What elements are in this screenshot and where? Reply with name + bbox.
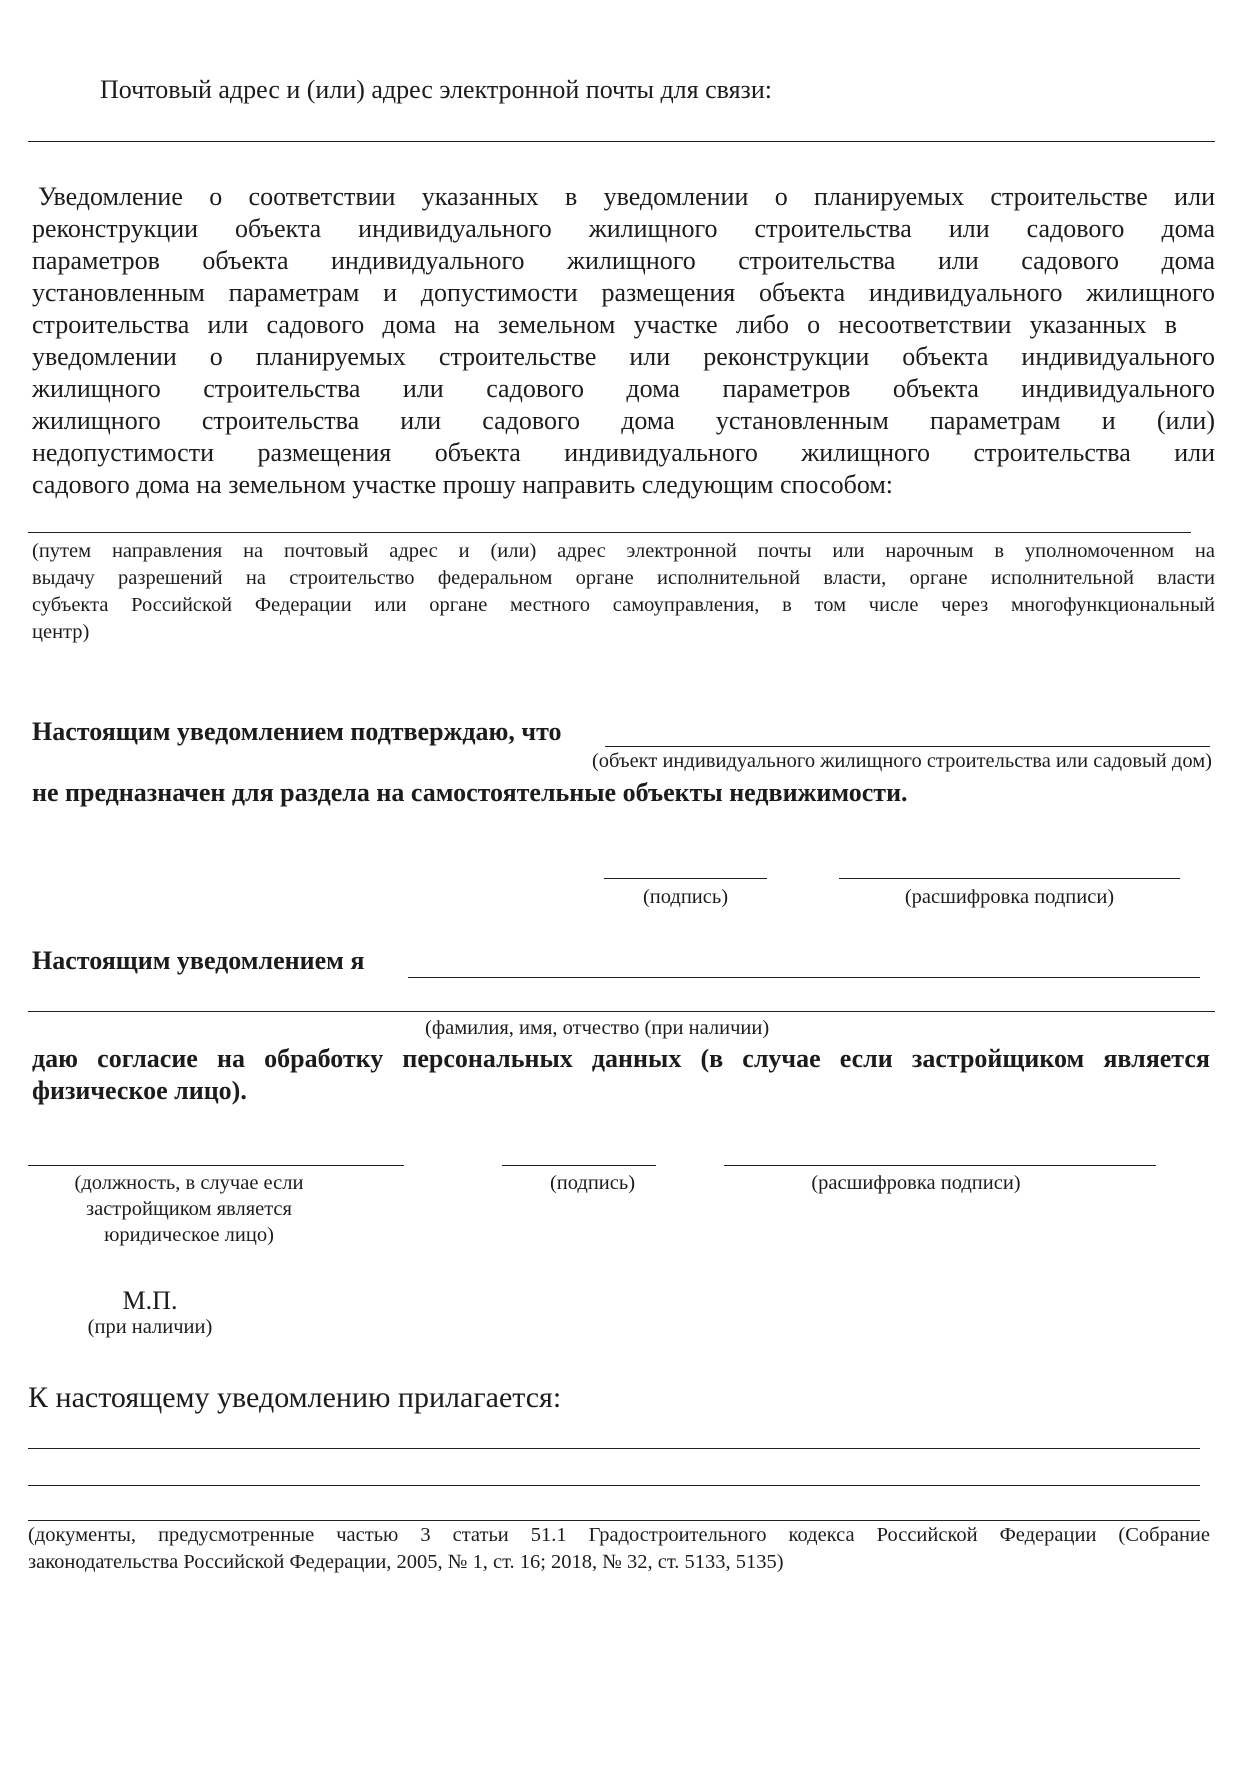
contact-label: Почтовый адрес и (или) адрес электронной почты для связи: [100,75,772,104]
consent-signature-line[interactable] [502,1165,656,1166]
confirm-signature-caption: (подпись) [642,886,729,908]
attachments-caption-line-2: законодательства Российской Федерации, 2005, № 1, ст. 16; 2018, № 32, ст. 5133, 5135) [28,1551,784,1573]
attachments-line-3[interactable] [28,1520,1200,1521]
notice-caption-line-2: выдачу разрешений на строительство федеральном органе исполнительной власти, органе исполнительной власти [32,567,1215,589]
contact-input-line[interactable] [28,141,1215,142]
stamp-caption: (при наличии) [87,1316,213,1338]
notice-line-6: уведомлении о планируемых строительстве или реконструкции объекта индивидуального [32,342,1215,371]
notice-line-10: садового дома на земельном участке прошу направить следующим способом: [32,470,894,499]
attachments-title: К настоящему уведомлению прилагается: [28,1381,562,1414]
consent-position-caption [28,1170,350,1248]
notice-caption-line-1: (путем направления на почтовый адрес и (или) адрес электронной почты или нарочным в уполномоченном на [32,540,1215,562]
notice-method-paragraph [32,181,1215,501]
position-caption-line-1: (должность, в случае если [74,1172,304,1194]
attachments-line-1[interactable] [28,1448,1200,1449]
confirm-decoding-line[interactable] [839,878,1180,879]
confirm-decoding-caption: (расшифровка подписи) [904,886,1115,908]
notice-method-input-line[interactable] [28,532,1191,533]
notice-line-3: параметров объекта индивидуального жилищного строительства или садового дома [32,246,1215,275]
position-caption-line-3: юридическое лицо) [104,1224,274,1246]
consent-decoding-caption: (расшифровка подписи) [811,1172,1021,1194]
consent-name-caption: (фамилия, имя, отчество (при наличии) [425,1017,770,1039]
notice-line-1: Уведомление о соответствии указанных в уведомлении о планируемых строительстве или [38,182,1215,211]
consent-position-line[interactable] [28,1165,404,1166]
consent-signature-caption: (подпись) [549,1172,636,1194]
confirm-object-caption: (объект индивидуального жилищного строительства или садовый дом) [591,750,1212,772]
consent-decoding-line[interactable] [724,1165,1156,1166]
confirm-statement: не предназначен для раздела на самостоятельные объекты недвижимости. [32,778,908,807]
attachments-caption-line-1: (документы, предусмотренные частью 3 статьи 51.1 Градостроительного кодекса Российской Федерации (Собрание [28,1524,1210,1546]
notice-method-caption [32,538,1215,646]
consent-statement-line-1: даю согласие на обработку персональных данных (в случае если застройщиком является [32,1044,1210,1073]
consent-name-input-line-2[interactable] [28,1011,1215,1012]
notice-caption-line-3: субъекта Российской Федерации или органе местного самоуправления, в том числе через многофункциональный [32,594,1215,616]
confirm-object-input-line[interactable] [605,746,1210,747]
consent-statement-line-2: физическое лицо). [32,1076,247,1105]
confirm-signature-line[interactable] [604,878,767,879]
notice-line-8: жилищного строительства или садового дома установленным параметрам и (или) [32,406,1215,435]
notice-line-5: строительства или садового дома на земельном участке либо о несоответствии указанных в [32,310,1177,339]
notice-line-2: реконструкции объекта индивидуального жилищного строительства или садового дома [32,214,1215,243]
consent-lead: Настоящим уведомлением я [32,946,365,975]
confirm-lead: Настоящим уведомлением подтверждаю, что [32,717,562,746]
notice-line-9: недопустимости размещения объекта индивидуального жилищного строительства или [32,438,1215,467]
position-caption-line-2: застройщиком является [86,1198,292,1220]
consent-name-input-line[interactable] [408,977,1200,978]
stamp-label: М.П. [122,1286,178,1315]
notice-line-7: жилищного строительства или садового дома параметров объекта индивидуального [32,374,1215,403]
notice-line-4: установленным параметрам и допустимости размещения объекта индивидуального жилищного [32,278,1215,307]
attachments-line-2[interactable] [28,1485,1200,1486]
notice-caption-line-4: центр) [32,621,90,643]
